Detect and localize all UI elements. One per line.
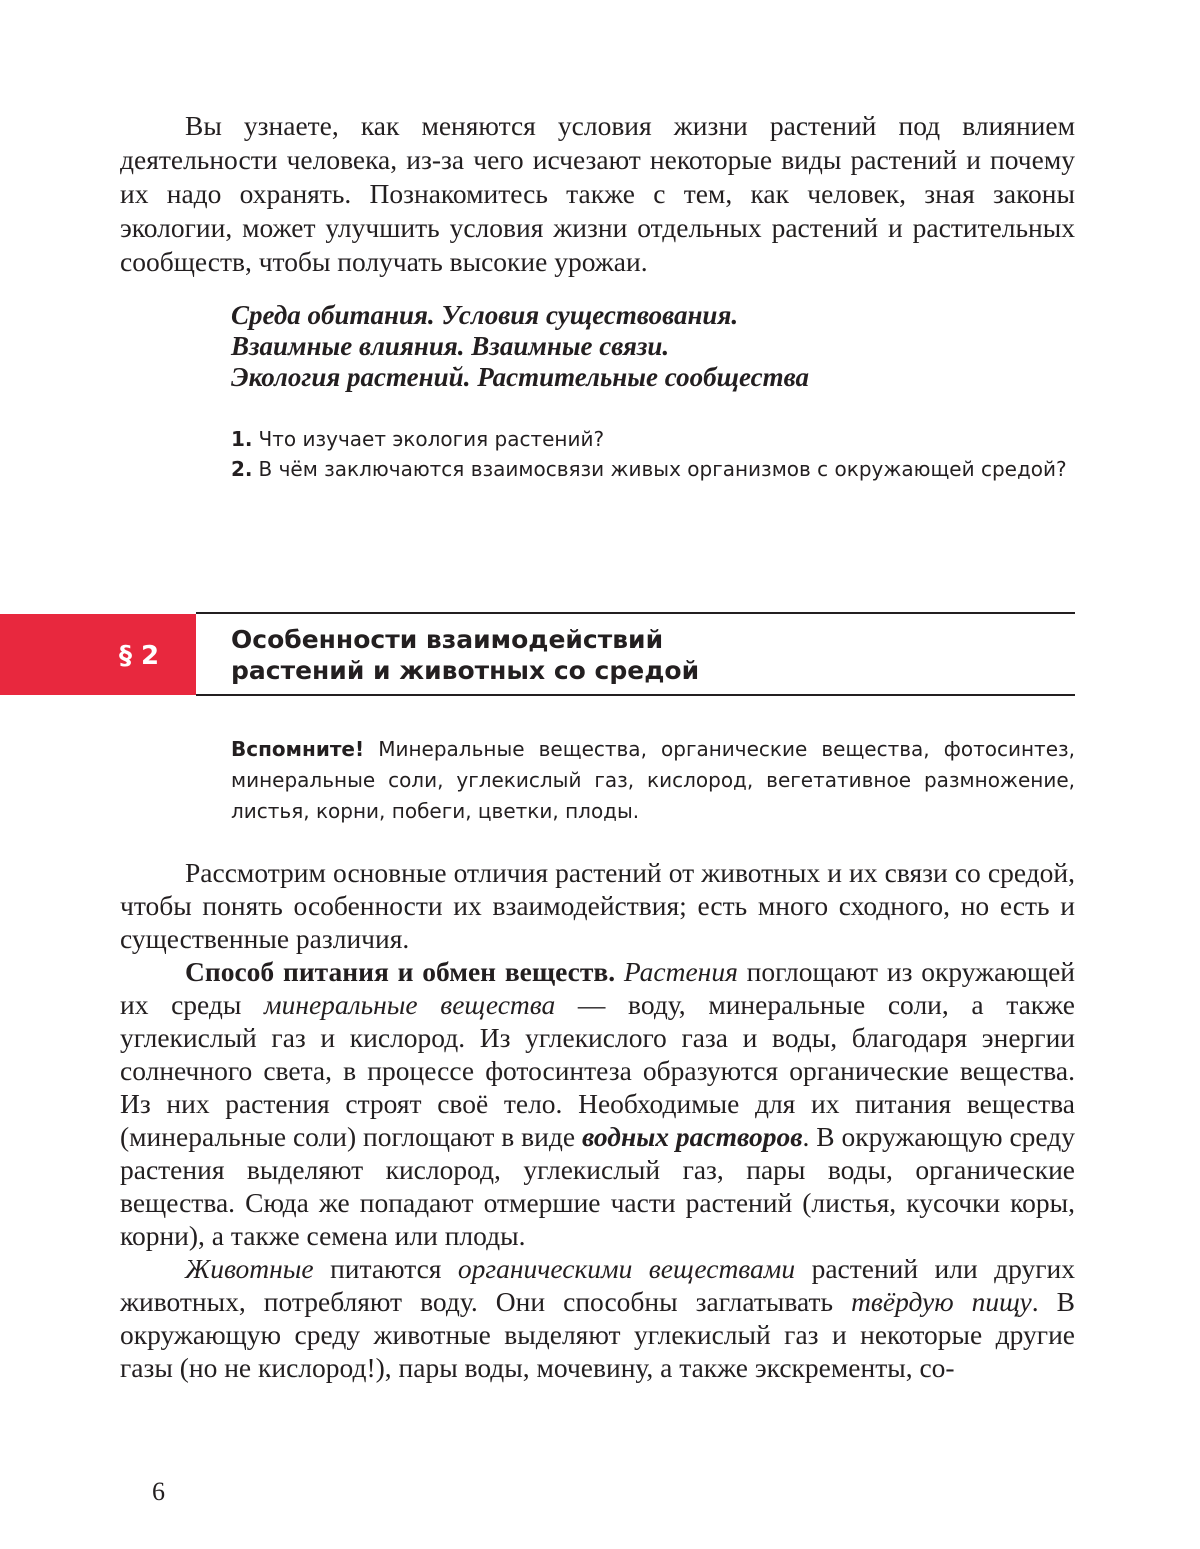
keywords-line-1: Среда обитания. Условия существования. xyxy=(231,300,739,330)
section-number-bar xyxy=(0,614,196,695)
intro-text: Вы узнаете, как меняются условия жизни растений под влиянием деятельности человека, из-за чего исчезают некоторые виды растений и почему их надо охранять. Познакомитесь также с тем, как человек, зная законы экологии, может улучшить условия жизни отдельных растений и растительных сообществ, чтобы получать высокие урожаи. xyxy=(120,110,1075,277)
term-minerals: минеральные вещества xyxy=(264,989,556,1020)
section-rule-bottom xyxy=(196,694,1075,696)
paragraph-2 xyxy=(120,955,1075,1252)
text-run: питаются xyxy=(330,1253,442,1284)
text-run: растений или других животных, потребляют воду. Они способны заглатывать xyxy=(120,1253,1076,1317)
remember-label: Вспомните! xyxy=(231,737,365,761)
text-run: . В окружающую среду растения выделяют кислород, углекислый газ, пары воды, органические вещества. Сюда же попадают отмершие части растений (листья, кусочки коры, корни), а также семена или плоды. xyxy=(120,1121,1076,1251)
page-number: 6 xyxy=(152,1477,165,1506)
section-title-line-1: Особенности взаимодействий xyxy=(231,625,664,654)
paragraph-3 xyxy=(120,1252,1075,1384)
question-text: В чём заключаются взаимосвязи живых организмов с окружающей средой? xyxy=(258,457,1067,481)
term-plants: Растения xyxy=(623,956,738,987)
keywords-line-2: Взаимные влияния. Взаимные связи. xyxy=(231,331,670,361)
term-animals: Животные xyxy=(185,1253,314,1284)
remember-box xyxy=(231,734,1075,827)
intro-paragraph xyxy=(120,109,1075,279)
term-organic: органическими веществами xyxy=(457,1253,796,1284)
questions-list xyxy=(231,424,1067,484)
section-title xyxy=(231,624,699,686)
term-solutions: водных растворов xyxy=(581,1121,803,1152)
keywords-block xyxy=(231,300,809,393)
text-run: — воду, минеральные соли, а также углекислый газ и кислород. Из углекислого газа и воды, благодаря энергии солнечного света, в процессе фотосинтеза образуются органические вещества. Из них растения строят своё тело. Необходимые для их питания вещества (минеральные соли) поглощают в виде xyxy=(120,989,1076,1152)
body-text xyxy=(120,856,1075,1384)
remember-text: Минеральные вещества, органические вещества, фотосинтез, минеральные соли, углекислый газ, кислород, вегетативное размножение, листья, корни, побеги, цветки, плоды. xyxy=(231,737,1075,823)
section-header xyxy=(0,612,1075,696)
text-run: . В окружающую среду животные выделяют углекислый газ и некоторые другие газы (но не кислород!), пары воды, мочевину, а также экскременты, со- xyxy=(120,1286,1076,1383)
paragraph-heading: Способ питания и обмен веществ. xyxy=(185,956,616,987)
question-number: 2. xyxy=(231,457,253,481)
question-item xyxy=(231,424,1067,454)
question-number: 1. xyxy=(231,427,253,451)
section-title-line-2: растений и животных со средой xyxy=(231,656,700,685)
keywords-line-3: Экология растений. Растительные сообщества xyxy=(231,362,810,392)
term-solid-food: твёрдую пищу xyxy=(851,1286,1032,1317)
question-text: Что изучает экология растений? xyxy=(258,427,605,451)
paragraph-1: Рассмотрим основные отличия растений от животных и их связи со средой, чтобы понять особенности их взаимодействия; есть много сходного, но есть и существенные различия. xyxy=(120,857,1075,954)
text-run: поглощают из окружающей их среды xyxy=(120,956,1076,1020)
section-number: § 2 xyxy=(119,641,160,671)
section-rule-top xyxy=(196,612,1075,614)
question-item xyxy=(231,454,1067,484)
